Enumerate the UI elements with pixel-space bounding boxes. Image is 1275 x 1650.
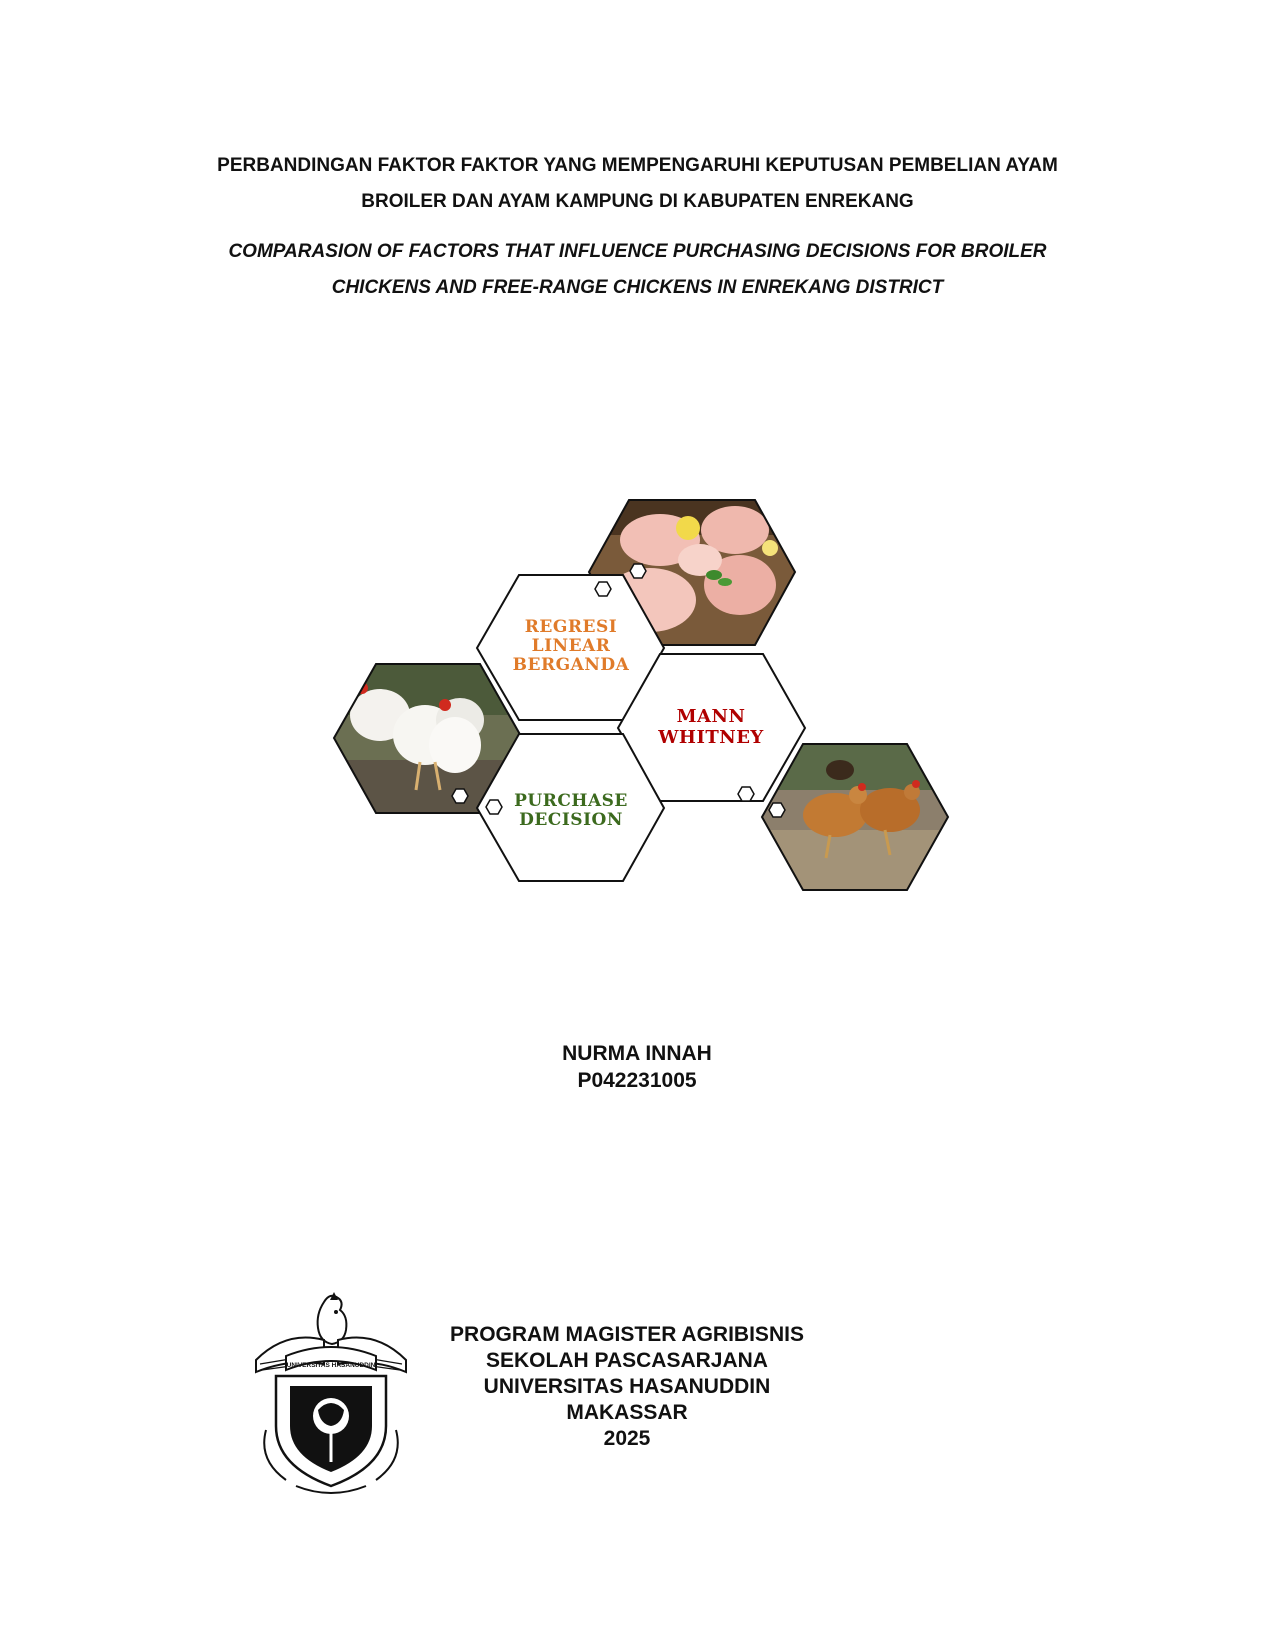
year: 2025 — [603, 1427, 651, 1450]
institution-block — [427, 1322, 827, 1452]
regresi-label-line-1: REGRESI — [524, 617, 618, 637]
author-name: NURMA INNAH — [562, 1042, 712, 1065]
small-hexagon-icon — [630, 564, 646, 578]
city-name: MAKASSAR — [566, 1401, 688, 1424]
mann-whitney-label-line-2: WHITNEY — [658, 727, 764, 748]
regresi-label-line-2: LINEAR — [531, 636, 611, 656]
mann-whitney-label-line-1: MANN — [676, 706, 746, 727]
logo-ribbon-text: UNIVERSITAS HASANUDDIN — [286, 1362, 376, 1369]
purchase-decision-label-line-1: PURCHASE — [514, 791, 628, 811]
small-hexagon-icon — [738, 787, 754, 801]
small-hexagon-icon — [452, 789, 468, 803]
indonesian-title-line-2: BROILER DAN AYAM KAMPUNG DI KABUPATEN ENREKANG — [361, 191, 914, 212]
school-name: SEKOLAH PASCASARJANA — [486, 1349, 768, 1372]
small-hexagon-icon — [595, 582, 611, 596]
university-name: UNIVERSITAS HASANUDDIN — [483, 1375, 771, 1398]
student-id: P042231005 — [577, 1069, 697, 1092]
regresi-label-line-3: BERGANDA — [512, 655, 630, 675]
english-title-line-2: CHICKENS AND FREE-RANGE CHICKENS IN ENREKANG DISTRICT — [331, 277, 944, 298]
free-range-chickens-image — [758, 740, 953, 895]
purchase-decision-label-line-2: DECISION — [519, 810, 623, 830]
indonesian-title-line-1: PERBANDINGAN FAKTOR FAKTOR YANG MEMPENGARUHI KEPUTUSAN PEMBELIAN AYAM — [217, 155, 1058, 176]
small-hexagon-icon — [769, 803, 785, 817]
small-hexagon-icon — [486, 800, 502, 814]
english-title-line-1: COMPARASION OF FACTORS THAT INFLUENCE PURCHASING DECISIONS FOR BROILER — [228, 241, 1047, 262]
program-name: PROGRAM MAGISTER AGRIBISNIS — [450, 1323, 804, 1346]
university-logo — [246, 1290, 416, 1500]
author-block — [437, 1040, 837, 1094]
